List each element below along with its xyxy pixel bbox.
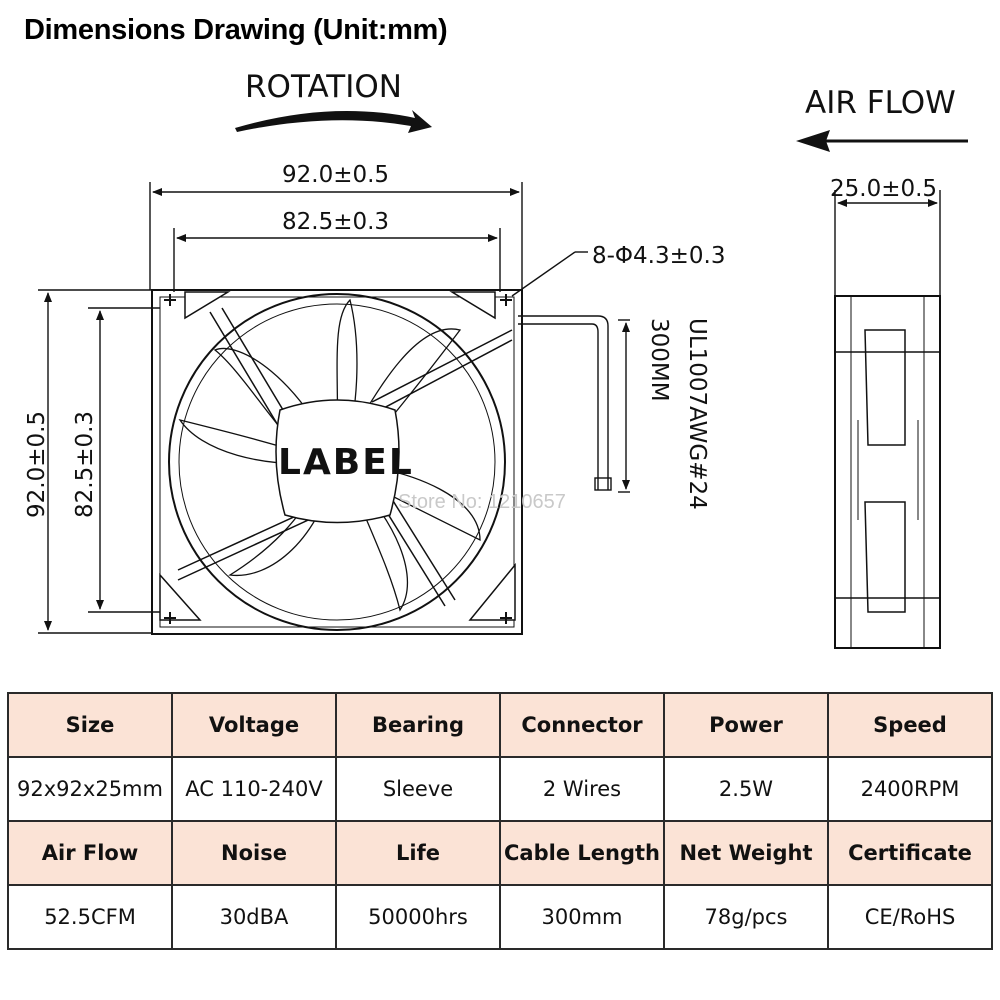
spec-header-cell: Air Flow bbox=[8, 821, 172, 885]
spec-value-row bbox=[8, 757, 992, 821]
spec-header-cell: Life bbox=[336, 821, 500, 885]
cable-length-dimension bbox=[618, 320, 630, 492]
spec-table bbox=[7, 692, 993, 950]
spec-value-row bbox=[8, 885, 992, 949]
spec-header-cell: Connector bbox=[500, 693, 664, 757]
label-text: LABEL bbox=[278, 442, 414, 483]
spec-value-cell: 92x92x25mm bbox=[8, 757, 172, 821]
spec-header-cell: Noise bbox=[172, 821, 336, 885]
holes-leader bbox=[512, 252, 588, 296]
page-title: Dimensions Drawing (Unit:mm) bbox=[24, 14, 448, 46]
spec-header-cell: Voltage bbox=[172, 693, 336, 757]
spec-header-cell: Net Weight bbox=[664, 821, 828, 885]
spec-value-cell: 50000hrs bbox=[336, 885, 500, 949]
rotation-arrow bbox=[235, 110, 432, 133]
cable-length-text: 300MM bbox=[646, 318, 672, 402]
holes-text: 8-Φ4.3±0.3 bbox=[592, 243, 726, 269]
spec-header-row bbox=[8, 693, 992, 757]
rotation-label: ROTATION bbox=[245, 69, 402, 105]
spec-value-cell: 2 Wires bbox=[500, 757, 664, 821]
width-inner-dimension bbox=[174, 228, 500, 292]
spec-value-cell: CE/RoHS bbox=[828, 885, 992, 949]
spec-value-cell: Sleeve bbox=[336, 757, 500, 821]
airflow-arrow bbox=[796, 130, 968, 152]
store-watermark: Store No: 1210657 bbox=[398, 491, 566, 513]
spec-header-cell: Certificate bbox=[828, 821, 992, 885]
depth-dimension bbox=[835, 190, 940, 296]
width-outer-dimension bbox=[150, 182, 522, 290]
spec-header-row bbox=[8, 821, 992, 885]
width-outer-text: 92.0±0.5 bbox=[282, 162, 390, 188]
height-inner-dimension bbox=[88, 308, 160, 612]
cable bbox=[518, 316, 611, 490]
depth-text: 25.0±0.5 bbox=[830, 176, 938, 202]
airflow-label: AIR FLOW bbox=[805, 85, 956, 121]
spec-value-cell: 30dBA bbox=[172, 885, 336, 949]
spec-header-cell: Speed bbox=[828, 693, 992, 757]
spec-header-cell: Cable Length bbox=[500, 821, 664, 885]
height-inner-text: 82.5±0.3 bbox=[72, 410, 98, 518]
spec-value-cell: 52.5CFM bbox=[8, 885, 172, 949]
fan-side-view bbox=[835, 296, 940, 648]
spec-header-cell: Bearing bbox=[336, 693, 500, 757]
spec-value-cell: 78g/pcs bbox=[664, 885, 828, 949]
spec-value-cell: 2.5W bbox=[664, 757, 828, 821]
spec-value-cell: AC 110-240V bbox=[172, 757, 336, 821]
width-inner-text: 82.5±0.3 bbox=[282, 209, 390, 235]
spec-value-cell: 2400RPM bbox=[828, 757, 992, 821]
spec-header-cell: Size bbox=[8, 693, 172, 757]
spec-header-cell: Power bbox=[664, 693, 828, 757]
height-outer-text: 92.0±0.5 bbox=[24, 410, 50, 518]
cable-spec-text: UL1007AWG#24 bbox=[684, 318, 710, 510]
spec-value-cell: 300mm bbox=[500, 885, 664, 949]
